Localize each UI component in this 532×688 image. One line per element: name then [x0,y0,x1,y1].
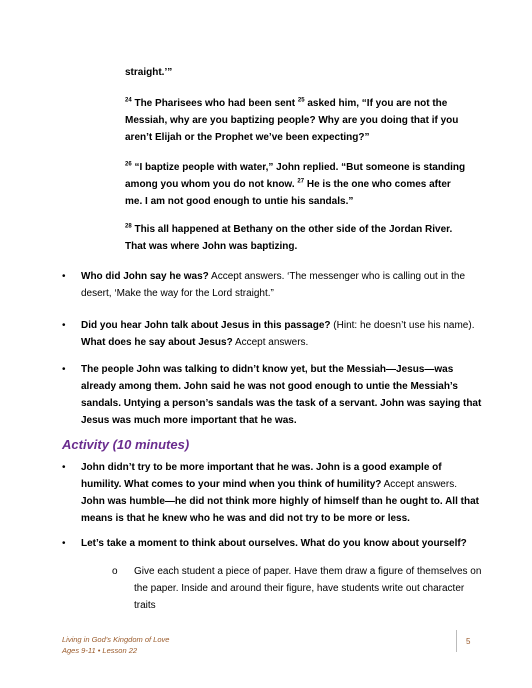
answer-text: Accept answers. ‘The messenger who is calling out in the desert, ‘Make the way for the Lord straight.” [81,271,466,299]
explanation-text: John was humble—he did not think more highly of himself than he ought to. All that means is that he knew who he was and did not try to be more or less. [81,496,479,524]
footer-subtitle: Ages 9-11 • Lesson 22 [62,646,138,655]
instruction-text: Give each student a piece of paper. Have them draw a figure of themselves on the paper. Inside and around their figure, have students write out character traits [134,566,482,611]
scripture-text: This all happened at Bethany on the other side of the Jordan River. That was where John was baptizing. [125,224,453,252]
hint-text: (Hint: he doesn’t use his name). [330,320,475,331]
verse-number: 26 [125,161,132,168]
scripture-text: “I baptize people with water,” John replied. “But someone is standing among you whom you do not know. [125,162,466,190]
circle-bullet-icon: o [112,566,118,577]
scripture-verse-28 [125,221,470,255]
page-number: 5 [466,637,471,646]
verse-number: 24 [125,97,132,104]
scripture-text: asked him, “If you are not the Messiah, why are you baptizing people? Why are you doing that if you aren’t Elijah or the Prophet we’ve been expecting?” [125,98,459,143]
bullet-icon: • [62,271,66,282]
footer-divider [456,630,457,652]
scripture-text: He is the one who comes after me. I am not good enough to untie his sandals.” [125,179,451,207]
bullet-icon: • [62,320,66,331]
list-item [62,535,482,552]
bullet-icon: • [62,364,66,375]
bullet-icon: • [62,462,66,473]
scripture-text: straight.’” [125,67,173,78]
question-text: Let’s take a moment to think about ourselves. What do you know about yourself? [81,538,467,549]
answer-text: Accept answers. [381,479,457,490]
bullet-icon: • [62,538,66,549]
question-text: What does he say about Jesus? [81,337,233,348]
scripture-line-straight [125,64,470,81]
list-item [62,361,482,429]
answer-text: Accept answers. [232,337,309,348]
footer-title: Living in God’s Kingdom of Love [62,635,170,644]
section-heading: Activity (10 minutes) [62,437,190,452]
scripture-text: The Pharisees who had been sent [131,98,298,109]
verse-number: 28 [125,223,132,230]
scripture-verse-24-25 [125,95,470,146]
scripture-verse-26-27 [125,159,470,210]
list-item [62,317,482,351]
sub-list-item [112,563,484,614]
question-text: John didn’t try to be more important that he was. John is a good example of humility. What comes to your mind when you think of humility? [81,462,442,490]
question-text: Who did John say he was? [81,271,209,282]
question-text: Did you hear John talk about Jesus in this passage? [81,320,331,331]
page-footer [62,634,169,656]
verse-number: 25 [297,97,305,104]
explanation-text: The people John was talking to didn’t know yet, but the Messiah—Jesus—was already among them. John said he was not good enough to untie the Messiah’s sandals. Untying a person’s sandals was the task of a servant. John was saying that Jesus was much more important that he was. [81,364,482,426]
list-item [62,268,482,302]
verse-number: 27 [297,178,305,185]
list-item [62,459,482,527]
